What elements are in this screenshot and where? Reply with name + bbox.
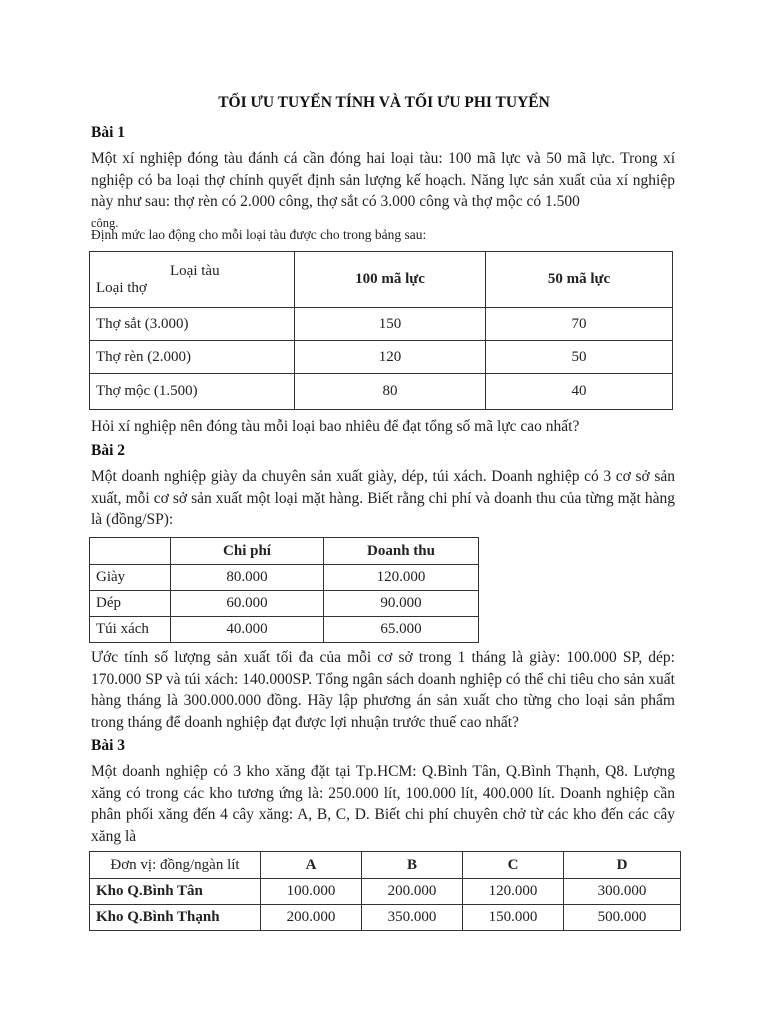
corner-cell: [90, 538, 171, 565]
cell-value: 40: [486, 374, 673, 410]
table-row: [90, 591, 479, 617]
column-header: A: [261, 852, 362, 879]
bai2-heading: Bài 2: [91, 442, 126, 459]
bai3-para1: Một doanh nghiệp có 3 kho xăng đặt tại Tp.HCM: Q.Bình Tân, Q.Bình Thạnh, Q8. Lượng xăng có trong các kho tương ứng là: 250.000 lít, 100.000 lít, 400.000 lít. Doanh nghiệp cần phân phối xăng đến 4 cây xăng: A, B, C, D. Biết chi phí chuyên chở từ các kho đến các cây xăng là: [91, 763, 675, 845]
table-row: [90, 879, 681, 905]
cell-value: 120.000: [463, 879, 564, 905]
cell-value: 350.000: [362, 905, 463, 931]
table-row: [90, 565, 479, 591]
cell-value: 120.000: [324, 565, 479, 591]
bai1-question: Hỏi xí nghiệp nên đóng tàu mỗi loại bao nhiêu để đạt tổng số mã lực cao nhất?: [91, 418, 580, 435]
column-header: B: [362, 852, 463, 879]
bai1-heading: Bài 1: [91, 124, 126, 141]
corner-cell: Đơn vị: đồng/ngàn lít: [90, 852, 261, 879]
bai1-para1: Một xí nghiệp đóng tàu đánh cá cần đóng hai loại tàu: 100 mã lực và 50 mã lực. Trong xí nghiệp có ba loại thợ chính quyết định sản lượng kế hoạch. Năng lực sản xuất của xí nghiệp này như sau: thợ rèn có 2.000 công, thợ sắt có 3.000 công và thợ mộc có 1.500: [91, 150, 675, 210]
cell-value: 120: [295, 341, 486, 374]
bai1-para1-tail: công.: [91, 215, 119, 230]
bai3-heading: Bài 3: [91, 737, 126, 754]
cell-value: 70: [486, 308, 673, 341]
row-label: Dép: [90, 591, 171, 617]
row-label: Túi xách: [90, 617, 171, 643]
bai1-paragraph: [91, 148, 675, 234]
column-header: 50 mã lực: [486, 252, 673, 308]
cell-value: 80: [295, 374, 486, 410]
column-header: 100 mã lực: [295, 252, 486, 308]
row-label: Kho Q.Bình Tân: [90, 879, 261, 905]
cell-value: 300.000: [564, 879, 681, 905]
row-label: Kho Q.Bình Thạnh: [90, 905, 261, 931]
table-header-row: [90, 252, 673, 308]
cell-value: 100.000: [261, 879, 362, 905]
table-header-row: [90, 538, 479, 565]
bai2-para2: Ước tính số lượng sản xuất tối đa của mỗi cơ sở trong 1 tháng là giày: 100.000 SP, dép: 170.000 SP và túi xách: 140.000SP. Tổng ngân sách doanh nghiệp có thể chi tiêu cho sản xuất hàng tháng là 300.000.000 đồng. Hãy lập phương án sản xuất cho từng cho loại sản phẩm trong tháng để doanh nghiệp đạt được lợi nhuận trước thuế cao nhất?: [91, 649, 675, 731]
cell-value: 50: [486, 341, 673, 374]
cell-value: 500.000: [564, 905, 681, 931]
table-row: [90, 341, 673, 374]
table-row: [90, 905, 681, 931]
cell-value: 150: [295, 308, 486, 341]
table-row: [90, 617, 479, 643]
row-label: Thợ mộc (1.500): [90, 374, 295, 410]
cell-value: 200.000: [362, 879, 463, 905]
corner-bottom-label: Loại thợ: [96, 279, 147, 296]
row-label: Giày: [90, 565, 171, 591]
table-header-row: [90, 852, 681, 879]
cell-value: 40.000: [171, 617, 324, 643]
table-row: [90, 374, 673, 410]
cell-value: 90.000: [324, 591, 479, 617]
column-header: D: [564, 852, 681, 879]
bai1-para2: Định mức lao động cho mỗi loại tàu được cho trong bảng sau:: [91, 227, 427, 242]
column-header: Chi phí: [171, 538, 324, 565]
column-header: Doanh thu: [324, 538, 479, 565]
cell-value: 65.000: [324, 617, 479, 643]
bai3-table: [89, 851, 681, 931]
corner-cell: [90, 252, 295, 308]
row-label: Thợ rèn (2.000): [90, 341, 295, 374]
cell-value: 150.000: [463, 905, 564, 931]
cell-value: 200.000: [261, 905, 362, 931]
bai2-table: [89, 537, 479, 643]
cell-value: 80.000: [171, 565, 324, 591]
bai2-para1: Một doanh nghiệp giày da chuyên sản xuất giày, dép, túi xách. Doanh nghiệp có 3 cơ sở sản xuất, mỗi cơ sở sản xuất một loại mặt hàng. Biết rằng chi phí và doanh thu của từng mặt hàng là (đồng/SP):: [91, 468, 675, 528]
corner-top-label: Loại tàu: [170, 262, 220, 279]
table-row: [90, 308, 673, 341]
document-title: TỐI ƯU TUYẾN TÍNH VÀ TỐI ƯU PHI TUYẾN: [218, 94, 550, 111]
column-header: C: [463, 852, 564, 879]
bai1-table: [89, 251, 673, 410]
row-label: Thợ sắt (3.000): [90, 308, 295, 341]
cell-value: 60.000: [171, 591, 324, 617]
